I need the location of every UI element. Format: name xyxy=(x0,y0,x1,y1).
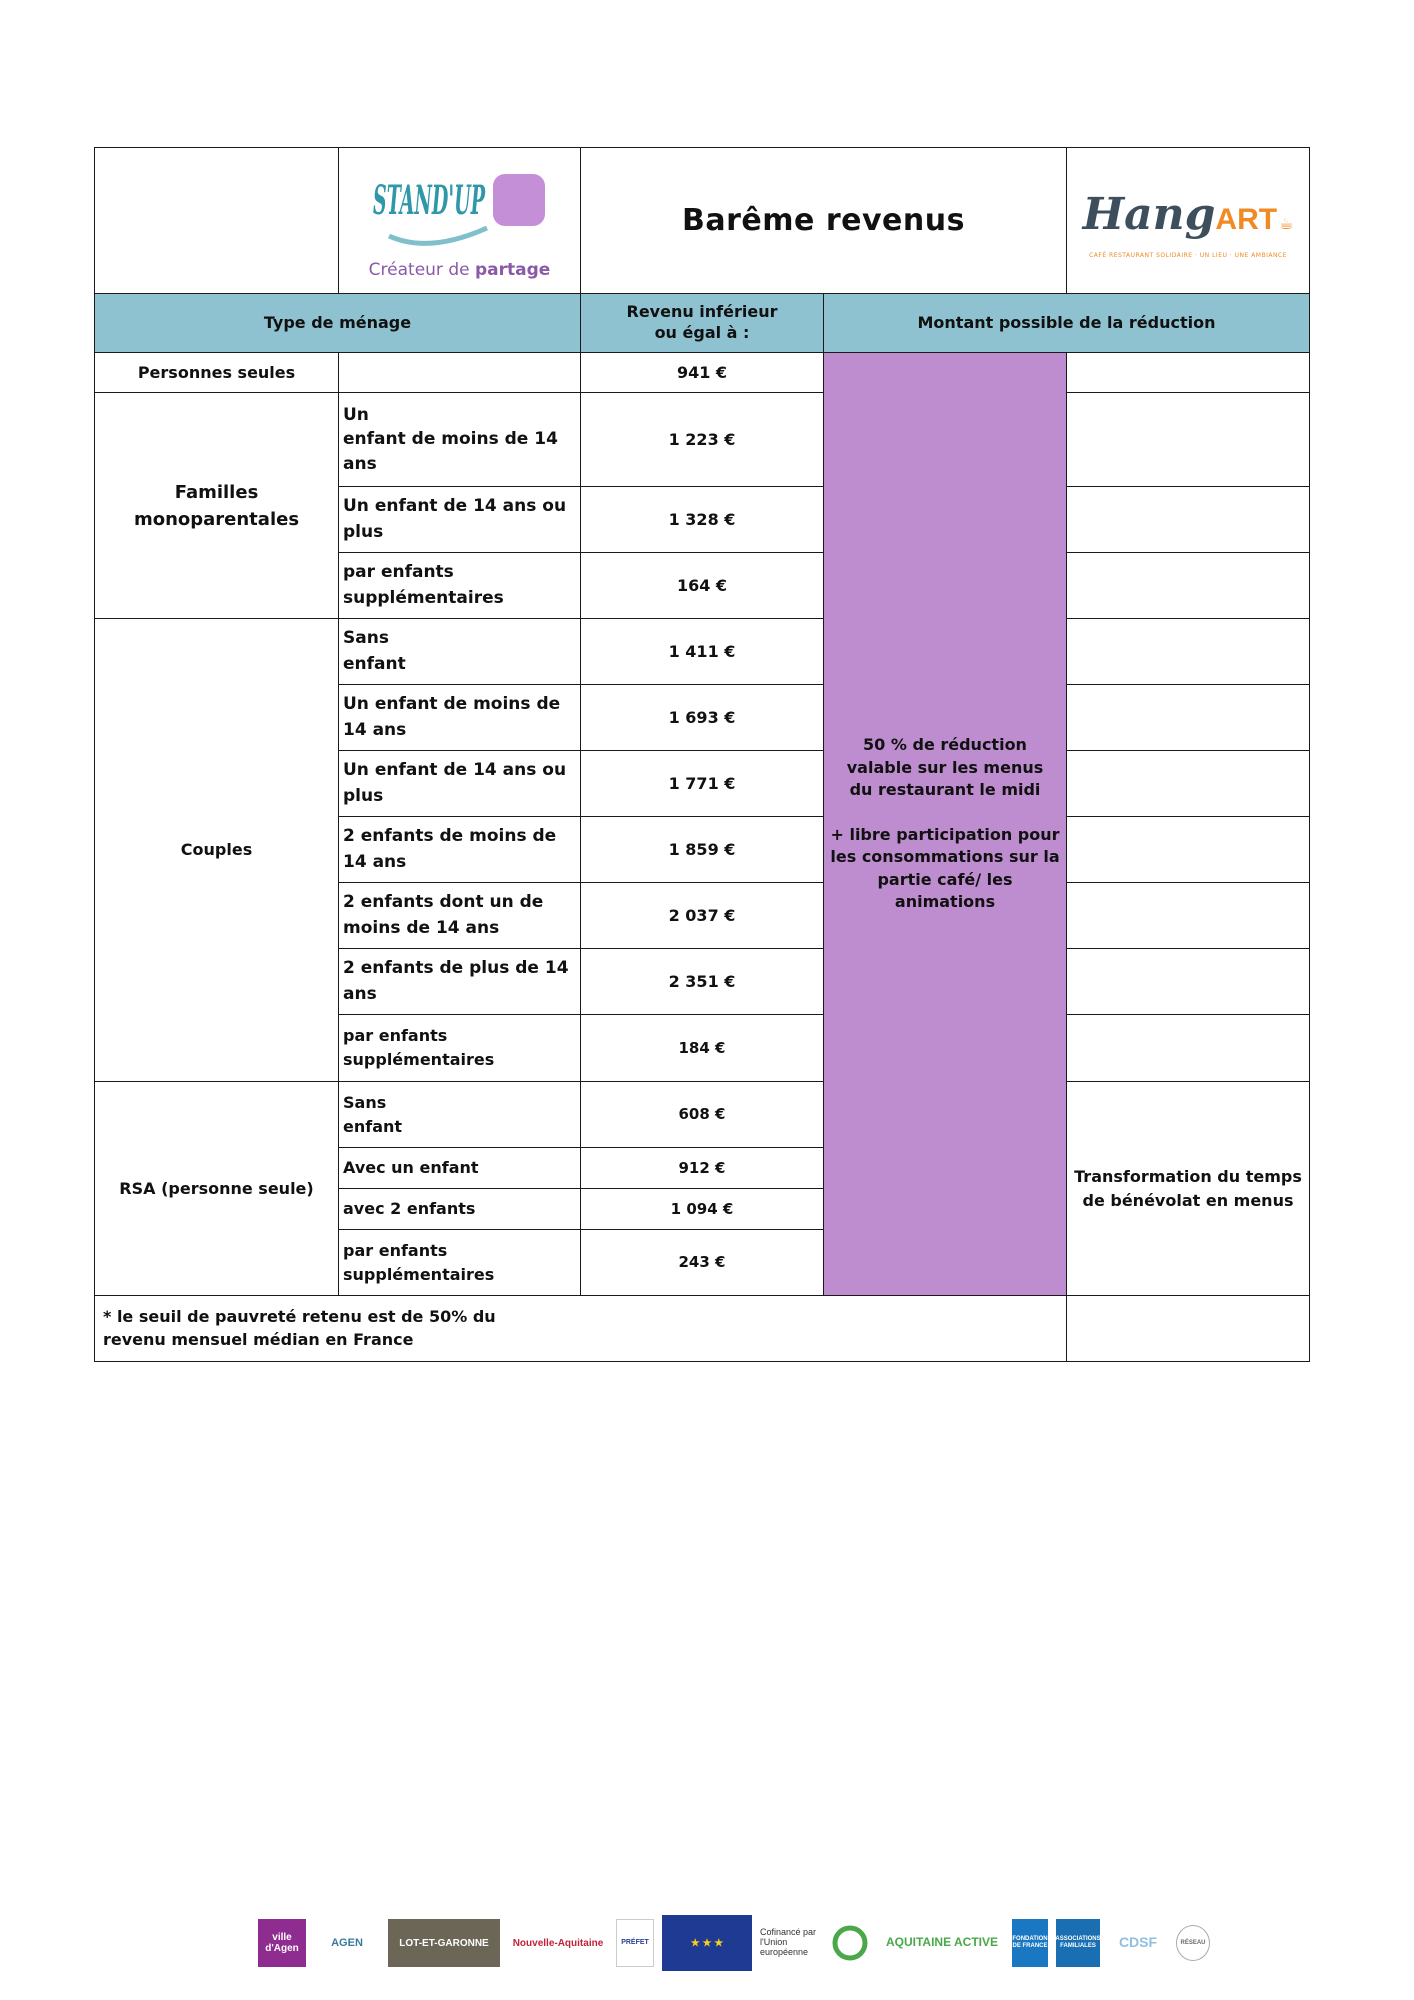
empty-corner-cell xyxy=(94,147,339,294)
hangart-word: Hang xyxy=(1082,188,1216,240)
row-label: Un enfant de moins de 14 ans xyxy=(338,684,581,751)
blank-cell xyxy=(1066,552,1310,619)
row-value: 164 € xyxy=(580,552,824,619)
partner-logo: ASSOCIATIONS FAMILIALES xyxy=(1056,1919,1100,1967)
income-scale-table xyxy=(94,147,1310,1361)
row-value: 2 351 € xyxy=(580,948,824,1015)
hangart-art: ART xyxy=(1215,202,1278,236)
col-header-revenu: Revenu inférieur ou égal à : xyxy=(580,293,824,353)
partner-logo: LOT-ET-GARONNE xyxy=(388,1919,500,1967)
blank-cell xyxy=(1066,684,1310,751)
blank-cell xyxy=(1066,816,1310,883)
standup-up-badge xyxy=(493,174,545,226)
aquitaine-active-ring-icon xyxy=(828,1919,872,1967)
row-value: 608 € xyxy=(580,1081,824,1148)
hangart-logo-cell xyxy=(1066,147,1310,294)
row-value: 1 859 € xyxy=(580,816,824,883)
hangart-logo xyxy=(1083,182,1294,259)
row-value: 1 094 € xyxy=(580,1188,824,1230)
group-label: RSA (personne seule) xyxy=(94,1081,339,1296)
row-label xyxy=(338,352,581,393)
group-label: Familles monoparentales xyxy=(94,392,339,619)
standup-logo xyxy=(369,158,551,284)
row-label: avec 2 enfants xyxy=(338,1188,581,1230)
row-label: Sans enfant xyxy=(338,1081,581,1148)
row-value: 1 411 € xyxy=(580,618,824,685)
standup-logo-cell xyxy=(338,147,581,294)
blank-cell xyxy=(1066,618,1310,685)
row-value: 1 328 € xyxy=(580,486,824,553)
row-value: 1 693 € xyxy=(580,684,824,751)
group-label: Couples xyxy=(94,618,339,1082)
partner-logo: CDSF xyxy=(1118,1934,1158,1951)
row-label: 2 enfants de moins de 14 ans xyxy=(338,816,581,883)
blank-cell xyxy=(1066,750,1310,817)
row-value: 912 € xyxy=(580,1147,824,1189)
row-value: 2 037 € xyxy=(580,882,824,949)
row-label: Un enfant de moins de 14 ans xyxy=(338,392,581,487)
blank-cell xyxy=(1066,948,1310,1015)
partner-logo: AGEN xyxy=(331,1936,363,1949)
partner-logo: ville d'Agen xyxy=(258,1919,306,1967)
row-label: 2 enfants dont un de moins de 14 ans xyxy=(338,882,581,949)
reduction-description: 50 % de réduction valable sur les menus du restaurant le midi + libre participation pour les consommations sur la partie café/ les animations xyxy=(823,352,1067,1296)
row-label: 2 enfants de plus de 14 ans xyxy=(338,948,581,1015)
row-value: 1 223 € xyxy=(580,392,824,487)
partner-logo: RÉSEAU xyxy=(1176,1925,1210,1961)
coffee-cup-icon: ☕ xyxy=(1279,213,1294,233)
row-label: Avec un enfant xyxy=(338,1147,581,1189)
standup-swoosh xyxy=(389,228,487,243)
blank-cell xyxy=(1066,392,1310,487)
hangart-tagline: CAFÉ RESTAURANT SOLIDAIRE · UN LIEU · UNE AMBIANCE xyxy=(1089,251,1287,259)
row-label: par enfants supplémentaires xyxy=(338,552,581,619)
partner-logo: AQUITAINE ACTIVE xyxy=(885,1935,998,1950)
row-label: Un enfant de 14 ans ou plus xyxy=(338,486,581,553)
row-label: Sans enfant xyxy=(338,618,581,685)
partner-logo: Nouvelle-Aquitaine xyxy=(512,1937,604,1949)
partner-logo: Cofinancé par l'Union européenne xyxy=(760,1927,817,1957)
eu-flag-logo: ★ ★ ★ xyxy=(662,1915,752,1971)
footnote: * le seuil de pauvreté retenu est de 50% du revenu mensuel médian en France xyxy=(94,1295,1067,1362)
page-title: Barême revenus xyxy=(580,147,1067,294)
row-label: par enfants supplémentaires xyxy=(338,1229,581,1296)
blank-cell xyxy=(1066,882,1310,949)
row-value: 941 € xyxy=(580,352,824,393)
row-value: 243 € xyxy=(580,1229,824,1296)
col-header-montant: Montant possible de la réduction xyxy=(823,293,1310,353)
row-value: 184 € xyxy=(580,1014,824,1082)
standup-wordmark: STAND'UP xyxy=(373,176,487,224)
partner-logos xyxy=(258,1915,1210,1971)
blank-cell xyxy=(1066,352,1310,393)
rsa-reduction-description: Transformation du temps de bénévolat en menus xyxy=(1066,1081,1310,1296)
row-label: Un enfant de 14 ans ou plus xyxy=(338,750,581,817)
group-label: Personnes seules xyxy=(94,352,339,393)
standup-caption-bold: partage xyxy=(474,259,551,280)
blank-cell xyxy=(1066,1014,1310,1082)
blank-cell xyxy=(1066,1295,1310,1362)
standup-caption: Créateur de xyxy=(368,259,470,280)
row-value: 1 771 € xyxy=(580,750,824,817)
col-header-type: Type de ménage xyxy=(94,293,581,353)
standup-logo-graphic xyxy=(369,158,549,254)
row-label: par enfants supplémentaires xyxy=(338,1014,581,1082)
partner-logo: PRÉFET xyxy=(616,1919,654,1967)
blank-cell xyxy=(1066,486,1310,553)
partner-logo: FONDATION DE FRANCE xyxy=(1012,1919,1048,1967)
